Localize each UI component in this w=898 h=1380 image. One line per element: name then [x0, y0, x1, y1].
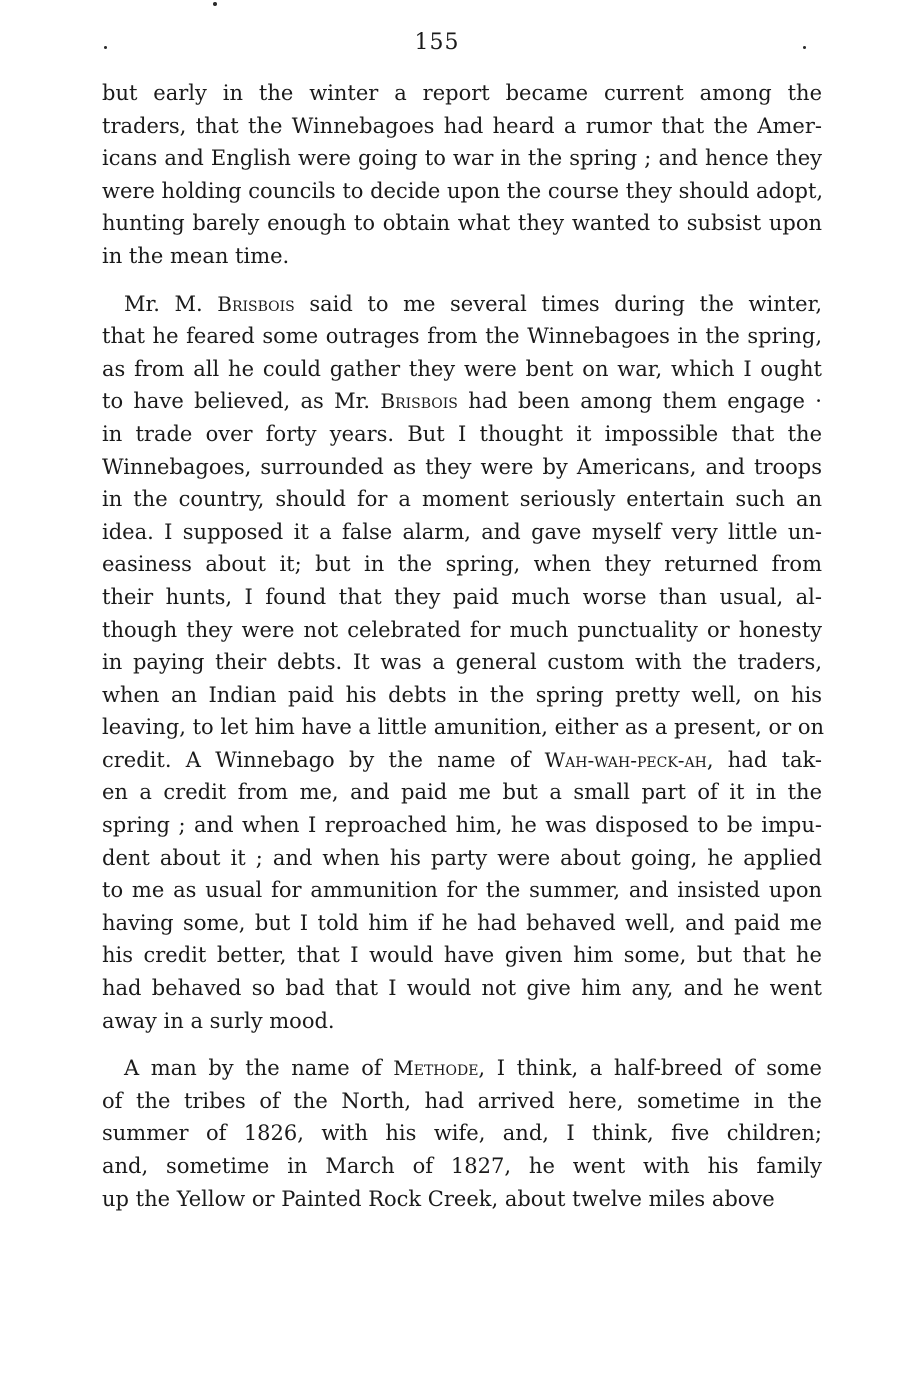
text-line: [102, 1150, 822, 1183]
text-segment: had behaved so bad that I would not give him any, and he went: [102, 976, 822, 1001]
text-line: [102, 175, 822, 208]
text-segment: away in a surly mood.: [102, 1008, 335, 1033]
text-segment: up the Yellow or Painted Rock Creek, about twelve miles above: [102, 1186, 775, 1211]
text-line: [102, 614, 822, 647]
paragraph: [102, 288, 822, 1038]
text-line: [102, 776, 822, 809]
text-segment: though they were not celebrated for much punctuality or honesty: [102, 617, 822, 642]
text-segment: but early in the winter a report became current among the: [102, 81, 822, 105]
text-segment: in the mean time.: [102, 243, 290, 268]
text-line: [102, 711, 822, 744]
text-segment: dent about it ; and when his party were about going, he applied: [102, 845, 822, 870]
text-segment: , had tak-: [706, 747, 822, 772]
text-segment: Winnebagoes, surrounded as they were by Americans, and troops: [102, 454, 822, 479]
text-segment: were holding councils to decide upon the course they should adopt,: [102, 178, 824, 203]
text-line: [102, 1052, 822, 1085]
text-segment: when an Indian paid his debts in the spring pretty well, on his: [102, 682, 822, 707]
text-segment: spring ; and when I reproached him, he was disposed to be impu-: [102, 813, 822, 838]
text-segment: that he feared some outrages from the Winnebagoes in the spring,: [102, 324, 822, 349]
text-segment: to have believed, as Mr.: [102, 389, 381, 414]
text-line: [102, 874, 822, 907]
small-caps-name: Methode: [393, 1056, 479, 1081]
text-line: [102, 646, 822, 679]
text-segment: hunting barely enough to obtain what they wanted to subsist upon: [102, 211, 822, 236]
text-segment: en a credit from me, and paid me but a small part of it in the: [102, 780, 822, 805]
text-segment: his credit better, that I would have given him some, but that he: [102, 943, 822, 968]
text-segment: in trade over forty years. But I thought it impossible that the: [102, 421, 822, 446]
text-line: [102, 744, 822, 777]
small-caps-name: Wah-wah-peck-ah: [544, 747, 707, 772]
text-segment: easiness about it; but in the spring, when they returned from: [102, 552, 822, 577]
text-segment: to me as usual for ammunition for the summer, and insisted upon: [102, 878, 822, 903]
text-line: [102, 516, 822, 549]
text-line: [102, 907, 822, 940]
paragraph: [102, 1052, 822, 1215]
text-segment: in the country, should for a moment seriously entertain such an: [102, 487, 822, 512]
text-line: [102, 353, 822, 386]
text-segment: traders, that the Winnebagoes had heard a rumor that the Amer-: [102, 113, 822, 138]
text-line: [102, 240, 822, 273]
text-line: [102, 483, 822, 516]
text-line: [102, 207, 822, 240]
text-line: [102, 679, 822, 712]
text-segment: leaving, to let him have a little amunition, either as a present, or on: [102, 715, 824, 740]
print-speck: [803, 46, 806, 49]
text-segment: Mr. M.: [124, 291, 218, 316]
text-segment: had been among them engage ·: [457, 389, 822, 414]
text-segment: and, sometime in March of 1827, he went with his family: [102, 1154, 822, 1178]
text-line: [102, 451, 822, 484]
text-segment: of the tribes of the North, had arrived here, sometime in the: [102, 1088, 822, 1113]
text-line: [102, 548, 822, 581]
text-segment: in paying their debts. It was a general custom with the traders,: [102, 650, 822, 675]
text-line: [102, 972, 822, 1005]
text-line: [102, 809, 822, 842]
text-line: [102, 842, 822, 875]
text-segment: idea. I supposed it a false alarm, and gave myself very little un-: [102, 519, 822, 544]
text-line: [102, 288, 822, 321]
text-line: [102, 418, 822, 451]
text-line: [102, 581, 822, 614]
text-line: [102, 110, 822, 143]
text-line: [102, 1183, 822, 1216]
text-line: [102, 385, 822, 418]
text-segment: their hunts, I found that they paid much worse than usual, al-: [102, 584, 822, 609]
body-text: [102, 77, 822, 1215]
page-number: 155: [414, 30, 460, 55]
print-speck: [213, 2, 217, 6]
text-line: [102, 320, 822, 353]
text-line: [102, 1005, 822, 1038]
text-line: [102, 77, 822, 110]
text-line: [102, 1085, 822, 1118]
text-segment: , I think, a half-breed of some: [478, 1056, 822, 1081]
small-caps-name: Brisbois: [217, 291, 295, 316]
text-segment: icans and English were going to war in the spring ; and hence they: [102, 146, 822, 171]
text-line: [102, 939, 822, 972]
text-segment: credit. A Winnebago by the name of: [102, 747, 545, 772]
print-speck: [104, 46, 107, 49]
small-caps-name: Brisbois: [380, 389, 458, 414]
paragraph: [102, 77, 822, 273]
text-segment: summer of 1826, with his wife, and, I think, five children;: [102, 1121, 822, 1146]
text-segment: said to me several times during the winter,: [294, 291, 822, 316]
text-line: [102, 1117, 822, 1150]
text-segment: A man by the name of: [124, 1056, 394, 1081]
text-segment: having some, but I told him if he had behaved well, and paid me: [102, 910, 822, 935]
text-segment: as from all he could gather they were bent on war, which I ought: [102, 356, 822, 381]
text-line: [102, 142, 822, 175]
